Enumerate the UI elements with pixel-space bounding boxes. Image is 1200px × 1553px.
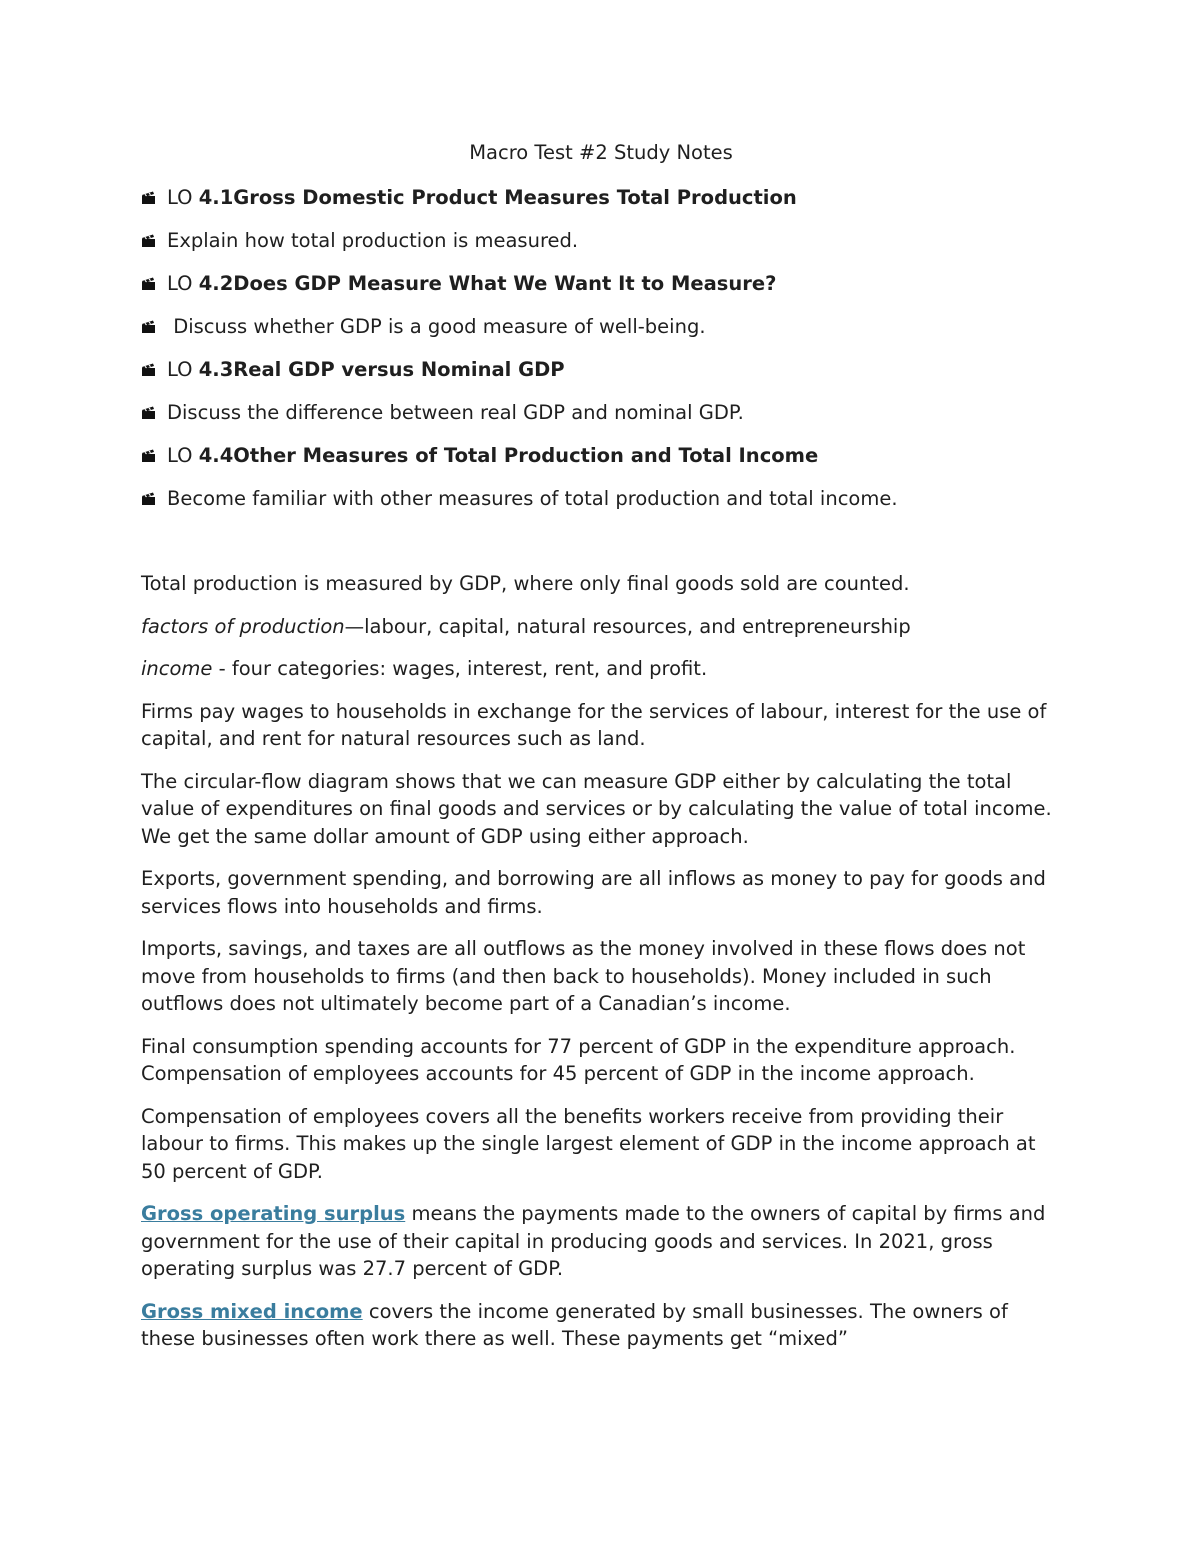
paragraph: [141, 655, 1061, 683]
objective-heading: [141, 184, 1061, 212]
spacer: [141, 528, 1061, 570]
paragraph: The circular-flow diagram shows that we can measure GDP either by calculating the total value of expenditures on final goods and services or by calculating the value of total income. We get the same dollar amount of GDP using either approach.: [141, 769, 1052, 848]
clapperboard-icon: [141, 449, 156, 463]
objective-description: [141, 313, 1061, 341]
paragraph: Final consumption spending accounts for 77 percent of GDP in the expenditure approach. Compensation of employees accounts for 45 percent of GDP in the income approach.: [141, 1034, 1016, 1085]
objective-title: Gross Domestic Product Measures Total Production: [233, 186, 797, 209]
paragraph: Firms pay wages to households in exchange for the services of labour, interest for the use of capital, and rent for natural resources such as land.: [141, 699, 1047, 750]
objective-text: Explain how total production is measured.: [167, 229, 579, 252]
clapperboard-icon: [141, 191, 156, 205]
paragraph: Exports, government spending, and borrowing are all inflows as money to pay for goods and services flows into households and firms.: [141, 867, 1046, 918]
objective-code: 4.3: [198, 358, 234, 381]
paragraph: [141, 1200, 1061, 1283]
objective-description: [141, 227, 1061, 255]
objective-title: Real GDP versus Nominal GDP: [233, 358, 565, 381]
paragraph: Imports, savings, and taxes are all outflows as the money involved in these flows does not move from households to firms (and then back to households). Money included in such outflows does not ultimately become part of a Canadian’s income.: [141, 937, 1026, 1015]
page-title: Macro Test #2 Study Notes: [469, 141, 733, 164]
clapperboard-icon: [141, 320, 156, 334]
glossary-link-gross-operating-surplus[interactable]: Gross operating surplus: [141, 1202, 406, 1225]
clapperboard-icon: [141, 234, 156, 248]
objective-code: 4.1: [198, 186, 234, 209]
objective-description: [141, 485, 1061, 513]
objective-prefix: LO: [167, 272, 199, 295]
italic-term: income: [141, 657, 213, 680]
objective-prefix: LO: [167, 444, 199, 467]
objective-text: Become familiar with other measures of total production and total income.: [167, 487, 898, 510]
objective-title: Does GDP Measure What We Want It to Measure?: [233, 272, 777, 295]
objective-description: [141, 399, 1061, 427]
objective-prefix: LO: [167, 358, 199, 381]
objective-code: 4.2: [198, 272, 234, 295]
objective-prefix: LO: [167, 186, 199, 209]
objective-title: Other Measures of Total Production and Total Income: [233, 444, 819, 467]
clapperboard-icon: [141, 363, 156, 377]
objective-heading: [141, 442, 1061, 470]
document-body: [141, 138, 1061, 1368]
clapperboard-icon: [141, 277, 156, 291]
paragraph-text: —labour, capital, natural resources, and entrepreneurship: [344, 614, 911, 638]
paragraph: Compensation of employees covers all the benefits workers receive from providing their labour to firms. This makes up the single largest element of GDP in the income approach at 50 percent of GDP.: [141, 1104, 1036, 1183]
paragraph-text: - four categories: wages, interest, rent, and profit.: [212, 657, 708, 680]
objective-code: 4.4: [198, 444, 234, 467]
paragraph-text: covers the income generated by small businesses. The owners of these businesses often work there as well. These payments get “mixed”: [141, 1299, 1008, 1350]
paragraph: [141, 613, 1061, 641]
clapperboard-icon: [141, 492, 156, 506]
paragraph: [141, 1298, 1061, 1353]
italic-term: factors of production: [141, 614, 345, 638]
objective-text: Discuss whether GDP is a good measure of well-being.: [167, 315, 706, 338]
glossary-link-gross-mixed-income[interactable]: Gross mixed income: [141, 1299, 363, 1323]
objective-text: Discuss the difference between real GDP and nominal GDP.: [167, 401, 744, 424]
paragraph-text: means the payments made to the owners of capital by firms and government for the use of their capital in producing goods and services. In 2021, gross operating surplus was 27.7 percent of GDP.: [141, 1202, 1046, 1280]
objective-heading: [141, 356, 1061, 384]
paragraph: Total production is measured by GDP, where only final goods sold are counted.: [141, 572, 910, 595]
objective-heading: [141, 270, 1061, 298]
clapperboard-icon: [141, 406, 156, 420]
